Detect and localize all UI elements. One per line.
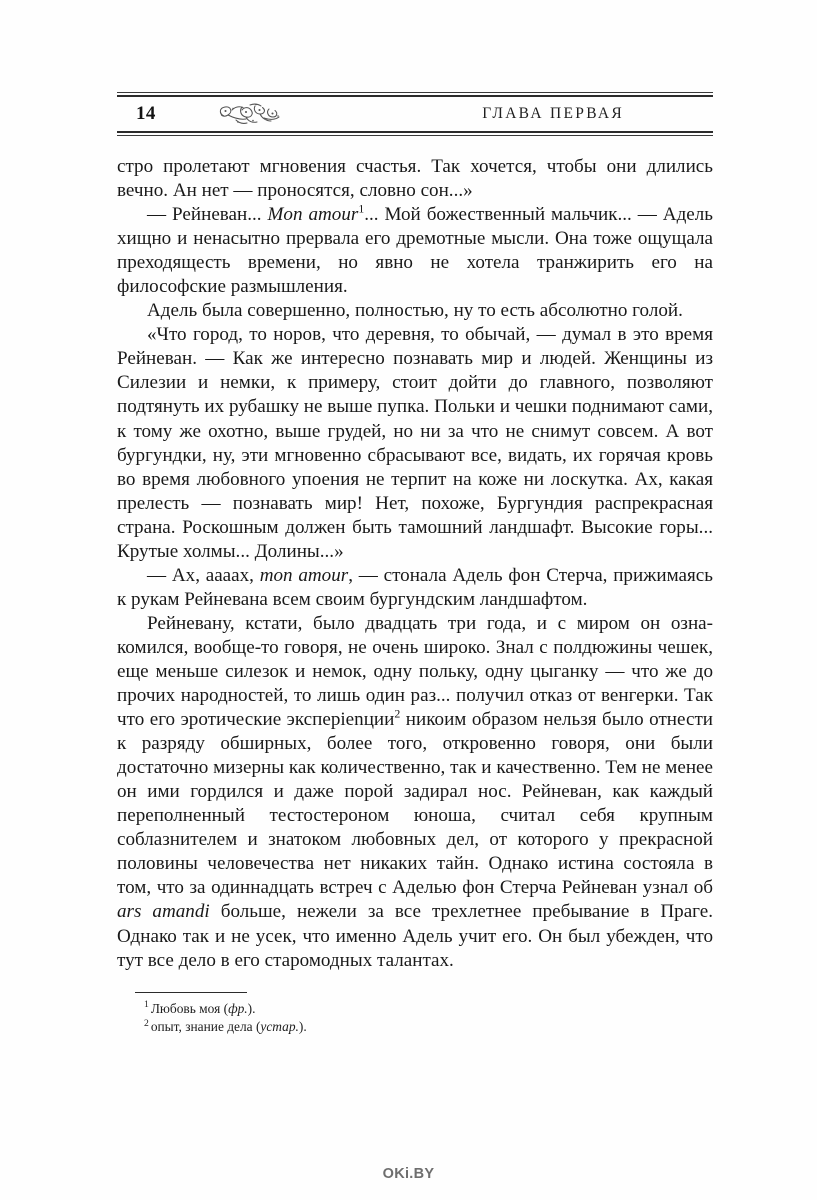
paragraph	[117, 564, 713, 612]
paragraph	[117, 203, 713, 299]
text-run: , — стонала Адель фон Стерча, прижимаясь к рукам Рейневана всем своим бургундским ландшафтом.	[117, 564, 713, 610]
text-run: Адель была совершенно, полностью, ну то есть абсолютно голой.	[147, 300, 683, 322]
footnote-separator-rule	[135, 992, 247, 993]
italic-phrase: фр.	[228, 1000, 248, 1016]
text-run: ).	[298, 1019, 307, 1035]
text-run: Рейневану, кстати, было двадцать три года, и с миром он ознакомился, вообще-то говоря, не очень широко. Знал с полдюжины чешек, еще меньше силезок и немок, одну польку, одну цыганку — что же до прочих народностей, то лишь один раз... получил отказ от венгерки. Так что его эротические эксперienции	[117, 612, 713, 731]
page-number: 14	[136, 103, 156, 124]
body-text	[117, 155, 713, 973]
paragraph	[117, 155, 713, 203]
footnote-list	[135, 1000, 713, 1037]
paragraph	[117, 323, 713, 563]
page-content-area	[117, 92, 713, 1037]
text-run: никоим образом нельзя было отнести к разряду обширных, более того, откровенно говоря, они были достаточно мизерны как количественно, так и качественно. Тем не менее он ими гордился и даже порой задирал нос. Рейневан, как каждый переполненный тестостероном юноша, считал себя крупным соблазнителем и знатоком любовных дел, от которого у прекрасной половины человечества нет никаких тайн. Однако истина состояла в том, что за одиннадцать встреч с Аделью фон Стерча Рейневан узнал об	[117, 709, 714, 899]
footnote-block	[117, 992, 713, 1037]
text-run: «Что город, то норов, что деревня, то обычай, — думал в это время Рейневан. — Как же интересно познавать мир и людей. Женщины из Силезии и немки, к примеру, стоит дойти до главного, позволяют подтянуть их рубашку не выше пупка. Польки и чешки поднимают сами, к тому же охотно, выше грудей, но ни за что не снимут совсем. А вот бургундки, ну, эти мгновенно сбрасывают все, видать, их горячая кровь во время любовного упоения не терпит на коже ни лоскутка. Ах, какая прелесть — познавать мир! Нет, похоже, Бургундия распрекрасная страна. Роскошным должен быть тамошний ландшафт. Высокие горы... Крутые холмы... Долины...»	[117, 324, 713, 562]
site-watermark: OKi.BY	[382, 1166, 435, 1182]
floral-ornament-icon	[212, 99, 288, 129]
text-run: стро пролетают мгновения счастья. Так хочется, чтобы они длились вечно. Ан нет — проносятся, словно сон...»	[117, 156, 713, 202]
running-head	[117, 92, 713, 136]
footnote-number: 2	[144, 1017, 149, 1029]
text-run: — Рейневан...	[147, 204, 268, 226]
text-run: опыт, знание дела (	[150, 1019, 261, 1035]
italic-phrase: устар.	[260, 1019, 299, 1035]
italic-phrase: Mon amour	[267, 204, 359, 226]
text-run: Любовь моя (	[150, 1000, 229, 1016]
text-run: — Ах, аааах,	[147, 564, 260, 586]
italic-phrase: mon amour	[259, 564, 349, 586]
italic-phrase: ars amandi	[117, 901, 210, 923]
footnote-number: 1	[144, 999, 149, 1011]
paragraph	[117, 612, 713, 973]
text-run: ... Мой божественный мальчик... — Адель хищно и ненасытно прервала его дремотные мысли. Она тоже ощущала преходящесть времени, но явно не хотела транжирить его на философские размышления.	[117, 204, 714, 298]
chapter-title: ГЛАВА ПЕРВАЯ	[482, 105, 624, 122]
footnote	[135, 1018, 713, 1037]
text-run: больше, нежели за все трехлетнее пребывание в Праге. Однако так и не усек, что именно Адель учит его. Он был убежден, что тут все дело в его старомодных талантах.	[117, 901, 713, 971]
footnote-marker[interactable]: 1	[358, 201, 365, 216]
paragraph	[117, 299, 713, 323]
footnote-marker[interactable]: 2	[394, 706, 401, 721]
footnote	[135, 1000, 713, 1019]
text-run: ).	[247, 1000, 256, 1016]
